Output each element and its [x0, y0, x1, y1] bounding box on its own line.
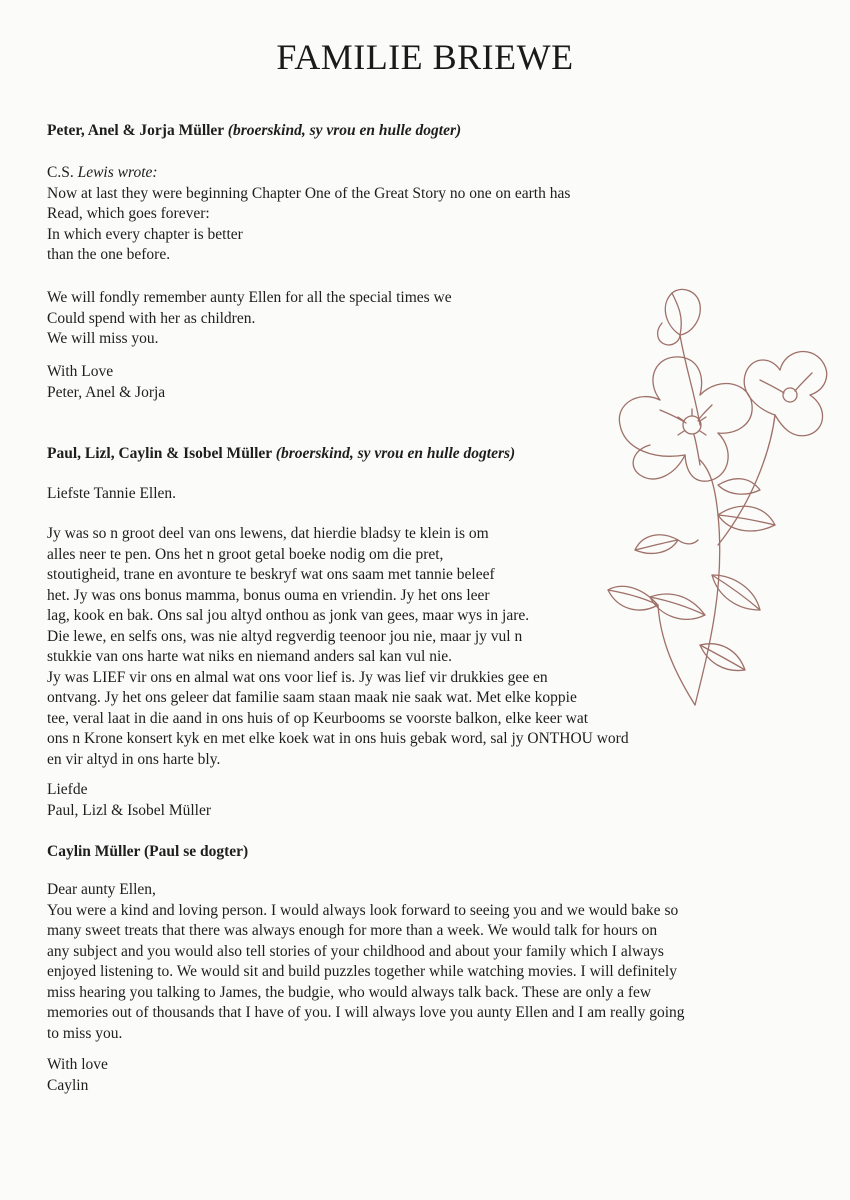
text-line: Die lewe, en selfs ons, was nie altyd regverdig teenoor jou nie, maar jy vul n: [47, 627, 523, 645]
signoff-paul: [47, 780, 211, 821]
letter-section-peter: [47, 122, 461, 140]
letter-heading: Caylin Müller (Paul se dogter): [47, 843, 249, 860]
text-line: any subject and you would also tell stories of your childhood and about your family which I always: [47, 942, 664, 960]
page-title: FAMILIE BRIEWE: [276, 37, 574, 77]
signoff-peter: [47, 362, 165, 403]
signoff: With love: [47, 1056, 108, 1073]
quote-attribution: [47, 163, 570, 184]
text-line: Could spend with her as children.: [47, 309, 256, 327]
text-line: Jy was LIEF vir ons en almal wat ons voor lief is. Jy was lief vir drukkies gee en: [47, 668, 548, 686]
letter-body-peter: [47, 163, 570, 266]
signature: Peter, Anel & Jorja: [47, 383, 166, 401]
text-line: het. Jy was ons bonus mamma, bonus ouma en vriendin. Jy het ons leer: [47, 586, 490, 604]
greeting: Liefste Tannie Ellen.: [47, 485, 177, 502]
text-line: alles neer te pen. Ons het n groot getal boeke nodig om die pret,: [47, 545, 444, 563]
text-line: In which every chapter is better: [47, 225, 243, 243]
heading-name: Peter, Anel & Jorja Müller: [47, 122, 224, 139]
text-line: to miss you.: [47, 1024, 123, 1042]
text-line: We will miss you.: [47, 330, 159, 347]
flower-illustration-icon: [600, 285, 840, 725]
greeting: Dear aunty Ellen,: [47, 881, 156, 898]
text-line: en vir altyd in ons harte bly.: [47, 750, 221, 768]
text-line: ons n Krone konsert kyk en met elke koek wat in ons huis gebak word, sal jy ONTHOU word: [47, 730, 629, 747]
heading-relation: (broerskind, sy vrou en hulle dogters): [275, 445, 516, 462]
memory-paragraph-peter: [47, 288, 452, 350]
text-line: miss hearing you talking to James, the budgie, who would always talk back. These are only a few: [47, 983, 652, 1001]
letter-section-paul: [47, 445, 515, 463]
text-line: Jy was so n groot deel van ons lewens, dat hierdie bladsy te klein is om: [47, 525, 489, 542]
greeting-paul: [47, 484, 176, 505]
signature: Caylin: [47, 1076, 89, 1094]
letter-section-caylin: [47, 843, 248, 861]
text-line: stukkie van ons harte wat niks en niemand anders sal kan vul nie.: [47, 648, 453, 665]
quote-prefix: C.S.: [47, 164, 78, 181]
letter-body-paul: [47, 524, 629, 770]
signoff: With Love: [47, 363, 114, 380]
text-line: many sweet treats that there was always enough for more than a week. We would talk for hours on: [47, 922, 658, 939]
text-line: than the one before.: [47, 246, 171, 263]
quote-paragraph: [47, 163, 570, 266]
letter-heading: [47, 445, 515, 463]
text-line: We will fondly remember aunty Ellen for all the special times we: [47, 289, 452, 306]
text-line: You were a kind and loving person. I would always look forward to seeing you and we would bake so: [47, 901, 679, 919]
heading-relation: (broerskind, sy vrou en hulle dogter): [227, 122, 462, 139]
letter-heading: [47, 122, 461, 140]
signature: Paul, Lizl & Isobel Müller: [47, 801, 212, 819]
heading-name: Paul, Lizl, Caylin & Isobel Müller: [47, 445, 272, 462]
text-line: lag, kook en bak. Ons sal jou altyd onthou as jonk van gees, maar wys in jare.: [47, 607, 530, 624]
quote-author: Lewis wrote:: [77, 164, 158, 181]
text-line: memories out of thousands that I have of you. I will always love you aunty Ellen and I am really going: [47, 1004, 685, 1021]
text-line: enjoyed listening to. We would sit and build puzzles together while watching movies. I will definitely: [47, 963, 677, 980]
text-line: tee, veral laat in die aand in ons huis of op Keurbooms se voorste balkon, elke keer wat: [47, 709, 589, 727]
letter-body-caylin: [47, 880, 685, 1044]
text-line: ontvang. Jy het ons geleer dat familie saam staan maak nie saak wat. Met elke koppie: [47, 689, 577, 706]
text-line: Read, which goes forever:: [47, 205, 210, 222]
signoff-caylin: [47, 1055, 108, 1096]
text-line: stoutigheid, trane en avonture te beskryf wat ons saam met tannie beleef: [47, 566, 495, 583]
text-line: Now at last they were beginning Chapter One of the Great Story no one on earth has: [47, 184, 571, 202]
signoff: Liefde: [47, 781, 88, 798]
